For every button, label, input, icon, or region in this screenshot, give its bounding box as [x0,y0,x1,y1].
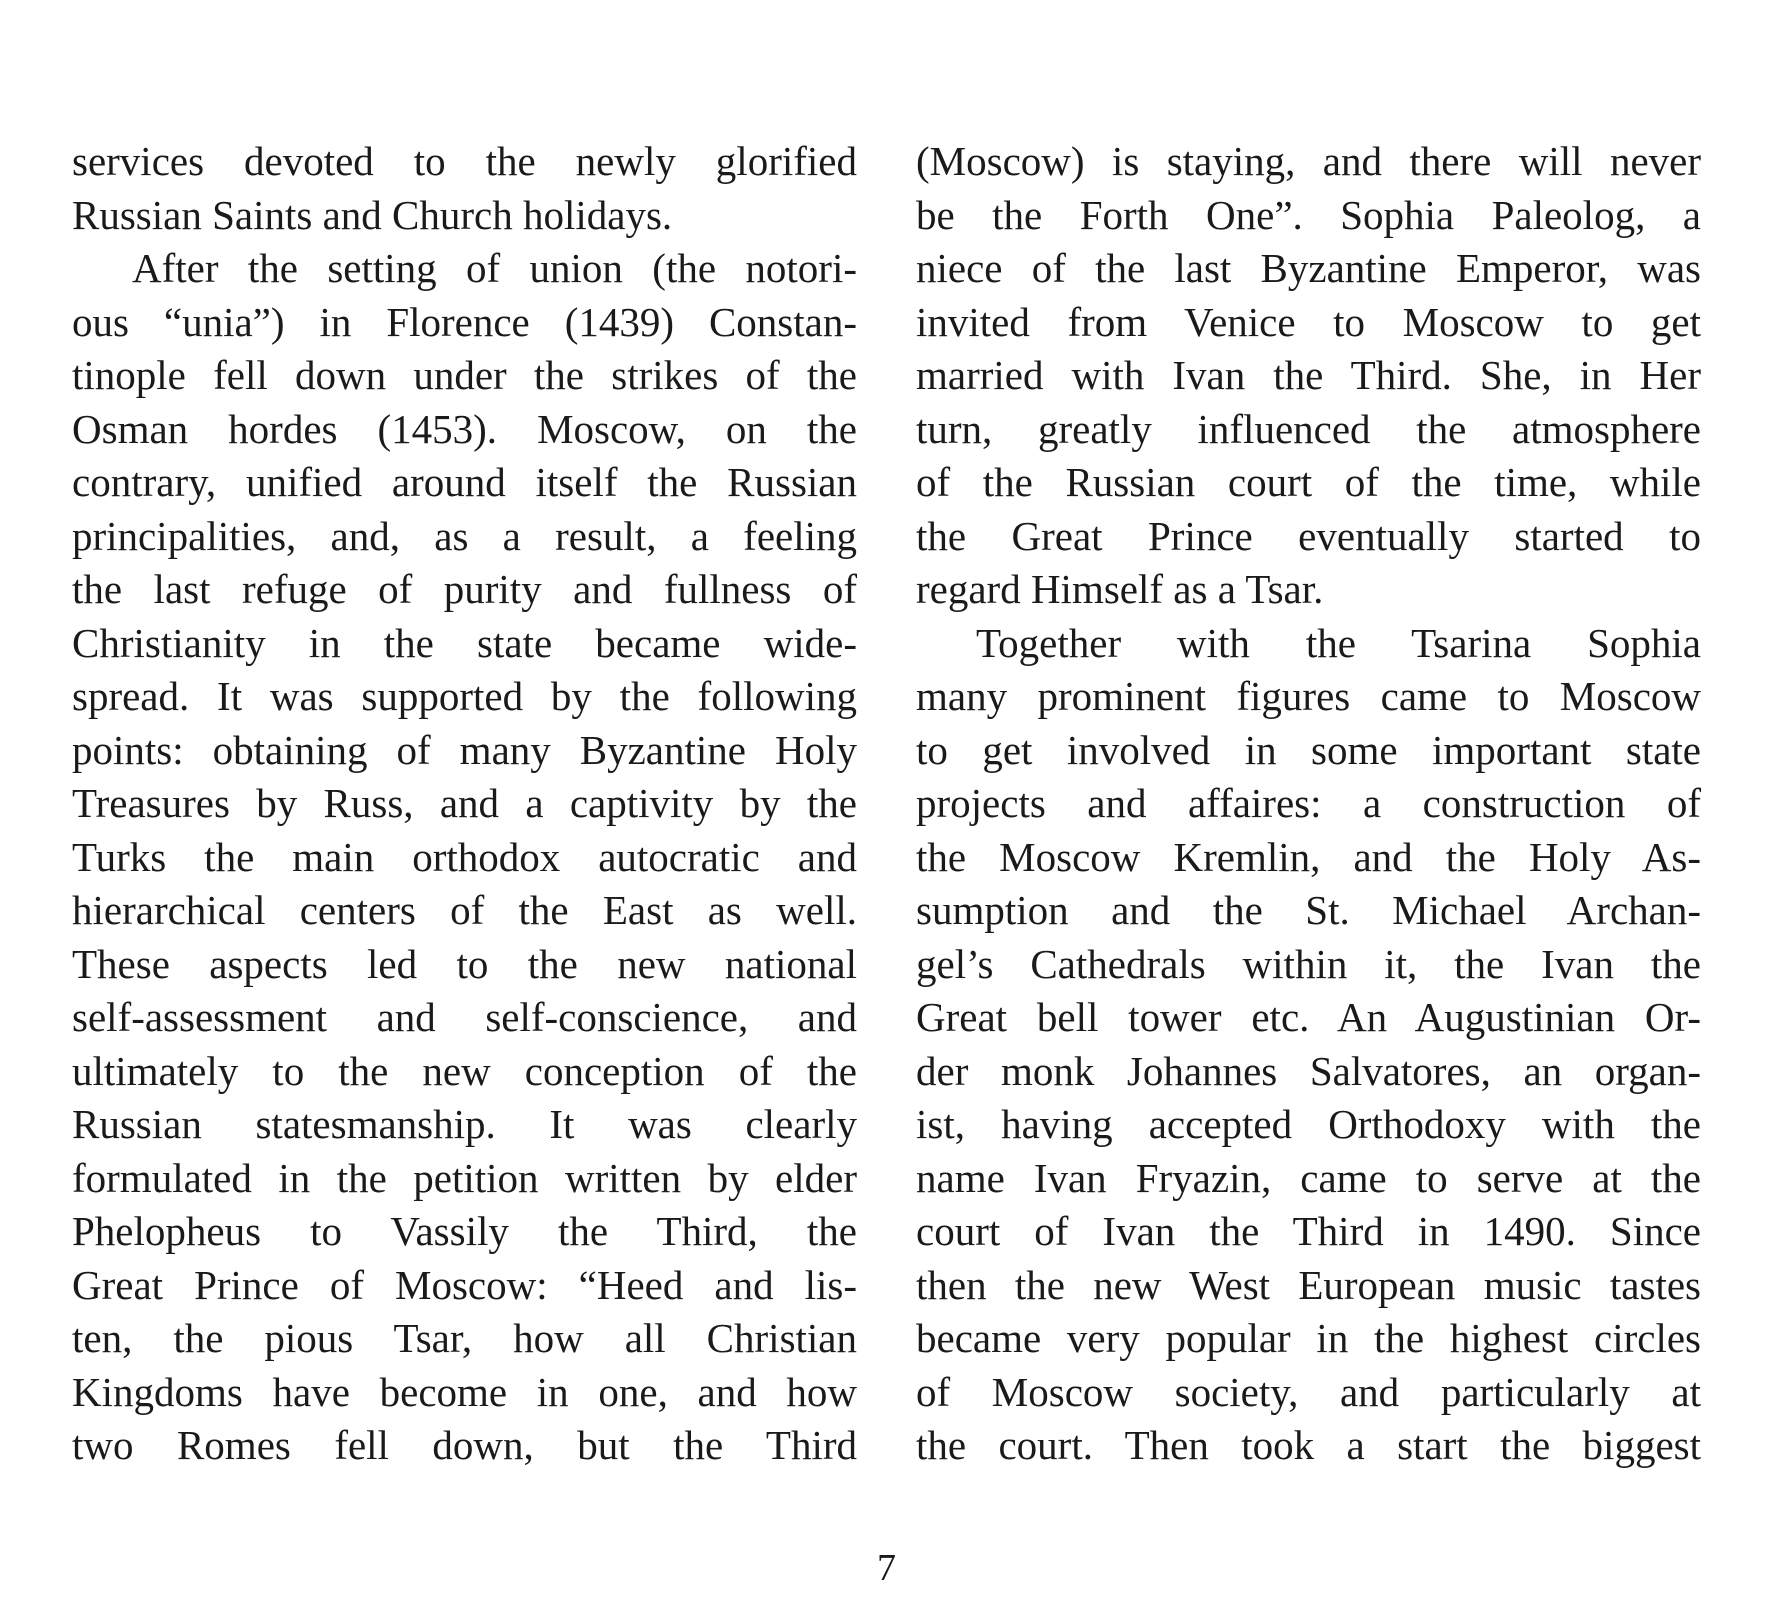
left-text-column [72,135,857,1473]
text-line: formulated in the petition written by elder [72,1154,857,1201]
text-line: the last refuge of purity and fullness of [72,566,857,612]
text-line: turn, greatly influenced the atmosphere [916,405,1701,452]
text-line: ous “unia”) in Florence (1439) Constan- [72,298,857,345]
text-line: Christianity in the state became wide- [72,619,857,666]
text-line: Great Prince of Moscow: “Heed and lis- [72,1261,857,1308]
text-line: contrary, unified around itself the Russian [72,459,857,505]
text-line: Kingdoms have become in one, and how [72,1368,857,1415]
right-text-column [916,135,1701,1473]
text-line: (Moscow) is staying, and there will never [916,138,1701,184]
text-line: regard Himself as a Tsar. [916,566,1324,612]
text-line: spread. It was supported by the following [72,673,857,719]
text-line: hierarchical centers of the East as well. [72,887,857,933]
text-line: the Great Prince eventually started to [916,512,1701,559]
text-line: After the setting of union (the notori- [132,245,857,291]
text-line: tinople fell down under the strikes of the [72,352,857,398]
text-line: Great bell tower etc. An Augustinian Or- [916,994,1701,1040]
text-line: principalities, and, as a result, a feeling [72,512,857,559]
text-line: Together with the Tsarina Sophia [976,619,1701,666]
text-line: of the Russian court of the time, while [916,459,1701,505]
text-line: two Romes fell down, but the Third [72,1422,857,1468]
text-line: be the Forth One”. Sophia Paleolog, a [916,191,1701,238]
text-line: Treasures by Russ, and a captivity by the [72,780,857,826]
text-line: of Moscow society, and particularly at [916,1368,1701,1415]
text-line: projects and affaires: a construction of [916,780,1701,826]
text-line: self-assessment and self-conscience, and [72,994,857,1040]
text-line: ultimately to the new conception of the [72,1047,857,1094]
text-line: ist, having accepted Orthodoxy with the [916,1101,1701,1147]
text-line: points: obtaining of many Byzantine Holy [72,726,857,773]
text-line: services devoted to the newly glorified [72,138,857,184]
text-line: many prominent figures came to Moscow [916,673,1701,719]
text-line: These aspects led to the new national [72,940,857,987]
text-line: ten, the pious Tsar, how all Christian [72,1315,857,1361]
text-line: gel’s Cathedrals within it, the Ivan the [916,940,1701,987]
text-line: Phelopheus to Vassily the Third, the [72,1208,857,1254]
text-line: court of Ivan the Third in 1490. Since [916,1208,1701,1254]
text-line: Osman hordes (1453). Moscow, on the [72,405,857,452]
text-line: married with Ivan the Third. She, in Her [916,352,1701,398]
text-line: Russian Saints and Church holidays. [72,191,673,238]
page-number: 7 [877,1547,896,1589]
text-line: Russian statesmanship. It was clearly [72,1101,857,1147]
text-line: invited from Venice to Moscow to get [916,298,1701,345]
text-line: to get involved in some important state [916,726,1701,773]
text-line: Turks the main orthodox autocratic and [72,833,857,880]
text-line: sumption and the St. Michael Archan- [916,887,1701,933]
text-line: the Moscow Kremlin, and the Holy As- [916,833,1701,880]
text-line: became very popular in the highest circles [916,1315,1701,1361]
text-line: the court. Then took a start the biggest [916,1422,1701,1468]
text-line: niece of the last Byzantine Emperor, was [916,245,1701,291]
text-line: name Ivan Fryazin, came to serve at the [916,1154,1701,1201]
text-line: der monk Johannes Salvatores, an organ- [916,1047,1701,1094]
text-line: then the new West European music tastes [916,1261,1701,1308]
